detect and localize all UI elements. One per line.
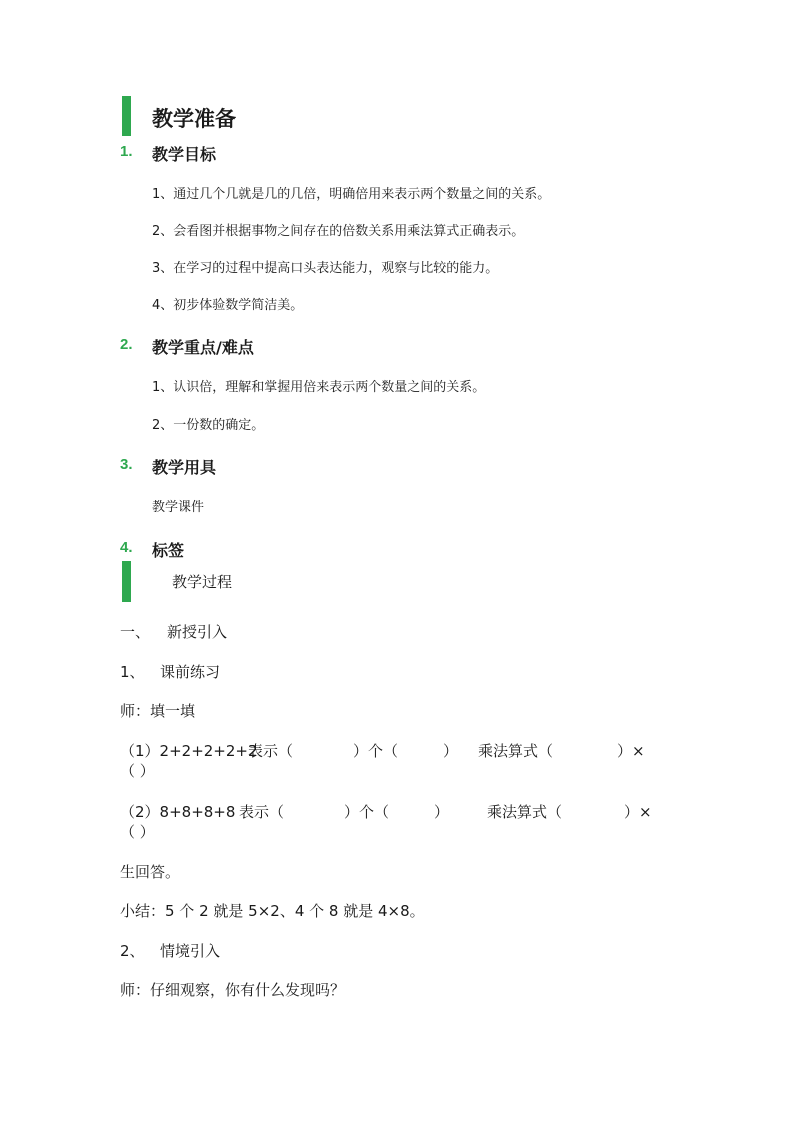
teacher-prompt-observe: 师：仔细观察，你有什么发现吗？ xyxy=(120,981,346,999)
question-2-mult: 乘法算式（ xyxy=(487,803,563,821)
question-1-mult: 乘法算式（ xyxy=(478,742,554,760)
section-title-prep: 教学准备 xyxy=(152,107,236,131)
section-title-key-points: 教学重点/难点 xyxy=(152,338,254,357)
part-number: 一、 xyxy=(120,623,151,641)
objective-item-3: 3、在学习的过程中提高口头表达能力，观察与比较的能力。 xyxy=(152,261,499,276)
step-title-2: 情境引入 xyxy=(160,942,221,960)
section-number-4: 4. xyxy=(120,539,133,556)
question-2-label: （2）8+8+8+8 xyxy=(120,803,236,821)
question-2-shows: 表示（ xyxy=(239,803,285,821)
objective-item-1: 1、通过几个几就是几的几倍，明确倍用来表示两个数量之间的关系。 xyxy=(152,187,551,202)
objective-item-2: 2、会看图并根据事物之间存在的倍数关系用乘法算式正确表示。 xyxy=(152,224,525,239)
question-1-mid: ）个（ xyxy=(353,742,399,760)
question-1-blank-line: （ ） xyxy=(120,762,155,780)
objective-item-4: 4、初步体验数学简洁美。 xyxy=(152,298,304,313)
heading-accent-bar xyxy=(122,96,131,136)
part-title: 新授引入 xyxy=(167,623,228,641)
question-2-close: ） xyxy=(434,803,450,821)
section-title-process: 教学过程 xyxy=(172,573,233,591)
step-title-1: 课前练习 xyxy=(160,663,221,681)
student-answer: 生回答。 xyxy=(120,863,181,881)
summary-text: 小结：5 个 2 就是 5×2、4 个 8 就是 4×8。 xyxy=(120,902,425,920)
question-2-blank-line: （ ） xyxy=(120,823,155,841)
step-number-2: 2、 xyxy=(120,942,145,960)
step-number-1: 1、 xyxy=(120,663,145,681)
question-1-shows: 表示（ xyxy=(248,742,294,760)
section-title-objectives: 教学目标 xyxy=(152,145,217,164)
key-point-item-2: 2、一份数的确定。 xyxy=(152,418,265,433)
question-2-times: ）× xyxy=(624,803,652,821)
question-1-times: ）× xyxy=(617,742,645,760)
section-title-tags: 标签 xyxy=(152,541,185,560)
key-point-item-1: 1、认识倍，理解和掌握用倍来表示两个数量之间的关系。 xyxy=(152,380,486,395)
section-title-tools: 教学用具 xyxy=(152,458,217,477)
teacher-prompt-fill: 师：填一填 xyxy=(120,702,196,720)
tools-text: 教学课件 xyxy=(152,500,205,515)
heading-accent-bar xyxy=(122,561,131,602)
section-number-3: 3. xyxy=(120,456,133,473)
section-number-1: 1. xyxy=(120,143,133,160)
question-1-label: （1）2+2+2+2+2 xyxy=(120,742,258,760)
question-1-close: ） xyxy=(443,742,459,760)
question-2-mid: ）个（ xyxy=(344,803,390,821)
section-number-2: 2. xyxy=(120,336,133,353)
